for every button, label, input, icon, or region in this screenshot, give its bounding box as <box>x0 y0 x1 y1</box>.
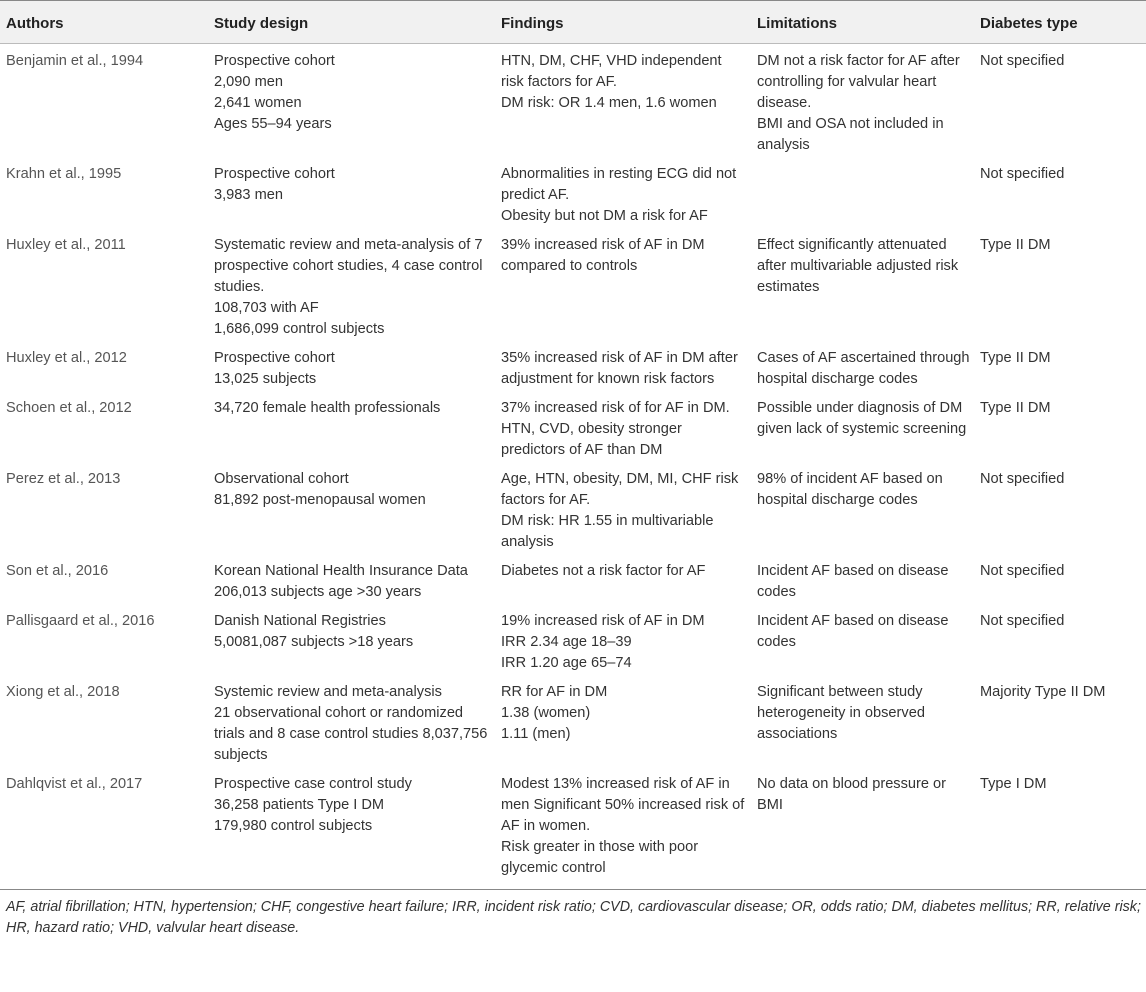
cell-author: Pallisgaard et al., 2016 <box>6 613 155 629</box>
cell-limitations-line: Cases of AF ascertained through hospital discharge codes <box>757 350 970 387</box>
header-diabetes-type: Diabetes type <box>974 1 1146 44</box>
cell-study-design-line: 36,258 patients Type I DM <box>214 797 385 813</box>
cell-findings-line: HTN, DM, CHF, VHD independent risk factors for AF. <box>501 53 722 90</box>
cell-findings-line: Modest 13% increased risk of AF in men Significant 50% increased risk of AF in women. <box>501 776 745 834</box>
cell-author: Huxley et al., 2011 <box>6 237 126 253</box>
cell-author: Dahlqvist et al., 2017 <box>6 776 143 792</box>
cell-findings <box>495 770 751 889</box>
cell-limitations-line: Effect significantly attenuated after multivariable adjusted risk estimates <box>757 237 959 295</box>
cell-study-design-line: Systemic review and meta-analysis <box>214 684 442 700</box>
cell-findings-line: HTN, CVD, obesity stronger predictors of AF than DM <box>501 421 682 458</box>
cell-limitations <box>751 394 974 465</box>
cell-limitations <box>751 44 974 161</box>
cell-author: Benjamin et al., 1994 <box>6 53 144 69</box>
table-row <box>0 231 1146 344</box>
cell-findings <box>495 394 751 465</box>
table-header-row <box>0 1 1146 44</box>
table-row <box>0 770 1146 889</box>
cell-study-design-line: 13,025 subjects <box>214 371 317 387</box>
cell-findings <box>495 557 751 607</box>
cell-limitations <box>751 160 974 231</box>
cell-study-design-line: 3,983 men <box>214 187 283 203</box>
cell-diabetes-type: Type II DM <box>980 350 1051 366</box>
cell-findings <box>495 344 751 394</box>
cell-author: Krahn et al., 1995 <box>6 166 122 182</box>
cell-study-design-line: 108,703 with AF <box>214 300 319 316</box>
cell-study-design <box>208 231 495 344</box>
cell-limitations-line: Incident AF based on disease codes <box>757 613 949 650</box>
table-row <box>0 678 1146 770</box>
cell-limitations <box>751 465 974 557</box>
cell-study-design <box>208 160 495 231</box>
cell-diabetes-type: Type II DM <box>980 400 1051 416</box>
cell-limitations-line: Possible under diagnosis of DM given lack of systemic screening <box>757 400 967 437</box>
header-study-design: Study design <box>208 1 495 44</box>
cell-limitations-line: BMI and OSA not included in analysis <box>757 116 944 153</box>
cell-diabetes-type: Not specified <box>980 53 1065 69</box>
header-limitations: Limitations <box>751 1 974 44</box>
cell-study-design-line: 206,013 subjects age >30 years <box>214 584 422 600</box>
table-body <box>0 44 1146 890</box>
cell-findings-line: Abnormalities in resting ECG did not predict AF. <box>501 166 737 203</box>
cell-study-design-line: Observational cohort <box>214 471 349 487</box>
cell-limitations-line: Incident AF based on disease codes <box>757 563 949 600</box>
cell-author: Son et al., 2016 <box>6 563 109 579</box>
cell-findings-line: Diabetes not a risk factor for AF <box>501 563 706 579</box>
cell-diabetes-type: Majority Type II DM <box>980 684 1106 700</box>
table-footnote: AF, atrial fibrillation; HTN, hypertension; CHF, congestive heart failure; IRR, incident risk ratio; CVD, cardiovascular disease; OR, odds ratio; DM, diabetes mellitus; RR, relative risk; HR, hazard ratio; VHD, valvular heart disease. <box>0 889 1146 939</box>
cell-study-design-line: Danish National Registries <box>214 613 386 629</box>
cell-findings <box>495 160 751 231</box>
cell-limitations <box>751 344 974 394</box>
cell-findings <box>495 44 751 161</box>
cell-study-design-line: 5,0081,087 subjects >18 years <box>214 634 414 650</box>
table-row <box>0 394 1146 465</box>
cell-findings-line: DM risk: OR 1.4 men, 1.6 women <box>501 95 717 111</box>
cell-findings-line: 19% increased risk of AF in DM <box>501 613 705 629</box>
cell-diabetes-type: Type I DM <box>980 776 1047 792</box>
cell-findings-line: 37% increased risk of for AF in DM. <box>501 400 730 416</box>
cell-study-design <box>208 557 495 607</box>
cell-study-design-line: 2,090 men <box>214 74 283 90</box>
cell-study-design <box>208 678 495 770</box>
cell-diabetes-type: Type II DM <box>980 237 1051 253</box>
table-row <box>0 465 1146 557</box>
cell-findings-line: 1.38 (women) <box>501 705 591 721</box>
cell-findings-line: Age, HTN, obesity, DM, MI, CHF risk factors for AF. <box>501 471 739 508</box>
cell-limitations <box>751 678 974 770</box>
table-row <box>0 344 1146 394</box>
cell-study-design <box>208 44 495 161</box>
table-row <box>0 607 1146 678</box>
cell-study-design-line: 2,641 women <box>214 95 302 111</box>
cell-study-design-line: Prospective case control study <box>214 776 412 792</box>
cell-study-design <box>208 344 495 394</box>
cell-findings-line: Risk greater in those with poor glycemic control <box>501 839 699 876</box>
cell-findings <box>495 607 751 678</box>
cell-study-design-line: 81,892 post-menopausal women <box>214 492 426 508</box>
cell-findings-line: RR for AF in DM <box>501 684 608 700</box>
cell-author: Schoen et al., 2012 <box>6 400 132 416</box>
cell-findings-line: Obesity but not DM a risk for AF <box>501 208 708 224</box>
cell-diabetes-type: Not specified <box>980 563 1065 579</box>
cell-findings-line: DM risk: HR 1.55 in multivariable analysis <box>501 513 714 550</box>
cell-diabetes-type: Not specified <box>980 613 1065 629</box>
cell-study-design-line: Prospective cohort <box>214 166 335 182</box>
table-row <box>0 160 1146 231</box>
cell-findings-line: IRR 1.20 age 65–74 <box>501 655 632 671</box>
cell-study-design-line: Systematic review and meta-analysis of 7 prospective cohort studies, 4 case control studies. <box>214 237 483 295</box>
cell-study-design-line: 21 observational cohort or randomized trials and 8 case control studies 8,037,756 subjects <box>214 705 488 763</box>
cell-study-design-line: 179,980 control subjects <box>214 818 373 834</box>
cell-author: Huxley et al., 2012 <box>6 350 127 366</box>
cell-limitations-line: Significant between study heterogeneity in observed associations <box>757 684 925 742</box>
header-findings: Findings <box>495 1 751 44</box>
cell-diabetes-type: Not specified <box>980 166 1065 182</box>
cell-study-design-line: Prospective cohort <box>214 350 335 366</box>
cell-limitations-line: No data on blood pressure or BMI <box>757 776 947 813</box>
table-row <box>0 557 1146 607</box>
cell-limitations <box>751 607 974 678</box>
cell-findings-line: 39% increased risk of AF in DM compared to controls <box>501 237 705 274</box>
cell-study-design-line: Ages 55–94 years <box>214 116 332 132</box>
table-row <box>0 44 1146 161</box>
cell-limitations <box>751 557 974 607</box>
cell-study-design <box>208 607 495 678</box>
cell-findings-line: 1.11 (men) <box>501 726 571 742</box>
header-authors: Authors <box>0 1 208 44</box>
cell-limitations <box>751 770 974 889</box>
cell-limitations-line: DM not a risk factor for AF after controlling for valvular heart disease. <box>757 53 960 111</box>
cell-study-design-line: 1,686,099 control subjects <box>214 321 385 337</box>
cell-study-design <box>208 465 495 557</box>
cell-findings <box>495 465 751 557</box>
cell-study-design-line: Prospective cohort <box>214 53 335 69</box>
cell-study-design <box>208 770 495 889</box>
cell-limitations-line: 98% of incident AF based on hospital discharge codes <box>757 471 943 508</box>
cell-findings-line: 35% increased risk of AF in DM after adjustment for known risk factors <box>501 350 738 387</box>
cell-diabetes-type: Not specified <box>980 471 1065 487</box>
cell-study-design <box>208 394 495 465</box>
cell-limitations <box>751 231 974 344</box>
cell-author: Perez et al., 2013 <box>6 471 121 487</box>
cell-findings <box>495 231 751 344</box>
cell-study-design-line: Korean National Health Insurance Data <box>214 563 468 579</box>
cell-findings-line: IRR 2.34 age 18–39 <box>501 634 632 650</box>
cell-study-design-line: 34,720 female health professionals <box>214 400 441 416</box>
cell-findings <box>495 678 751 770</box>
cell-author: Xiong et al., 2018 <box>6 684 120 700</box>
